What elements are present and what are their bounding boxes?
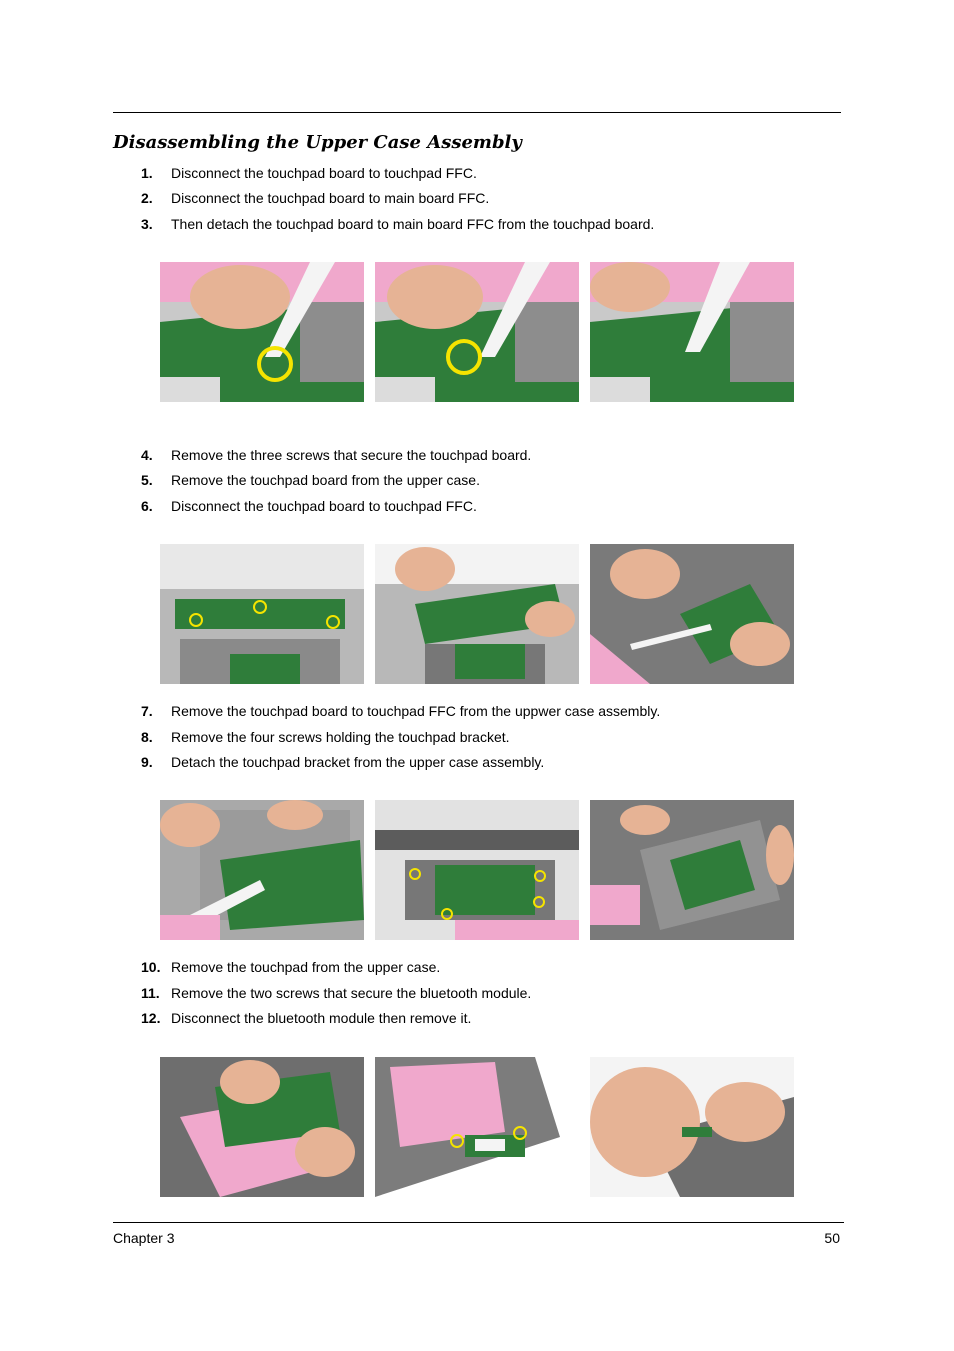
photo-remove-touchpad bbox=[160, 1057, 364, 1197]
photo-disconnect-ffc-board bbox=[590, 544, 794, 684]
photo-row-3 bbox=[160, 800, 794, 940]
photo-four-screws bbox=[375, 800, 579, 940]
step-number: 11. bbox=[141, 985, 160, 1001]
photo-detach-ffc bbox=[590, 262, 794, 402]
step-text: Remove the four screws holding the touchpad bracket. bbox=[171, 729, 510, 745]
step-number: 2. bbox=[141, 190, 153, 206]
step-number: 12. bbox=[141, 1010, 161, 1026]
photo-remove-board bbox=[375, 544, 579, 684]
header-rule bbox=[113, 112, 841, 113]
photo-disconnect-mainboard-ffc bbox=[375, 262, 579, 402]
step-number: 4. bbox=[141, 447, 153, 463]
step-text: Then detach the touchpad board to main board FFC from the touchpad board. bbox=[171, 216, 655, 232]
photo-row-2 bbox=[160, 544, 794, 684]
photo-detach-bracket bbox=[590, 800, 794, 940]
step-number: 3. bbox=[141, 216, 153, 232]
photo-row-1 bbox=[160, 262, 794, 402]
step-number: 1. bbox=[141, 165, 153, 181]
step-text: Disconnect the touchpad board to touchpad FFC. bbox=[171, 165, 477, 181]
step-number: 10. bbox=[141, 959, 161, 975]
step-text: Remove the touchpad board from the upper case. bbox=[171, 472, 480, 488]
step-text: Remove the touchpad board to touchpad FFC from the uppwer case assembly. bbox=[171, 703, 661, 719]
step-text: Remove the touchpad from the upper case. bbox=[171, 959, 441, 975]
step-number: 7. bbox=[141, 703, 153, 719]
step-text: Remove the three screws that secure the touchpad board. bbox=[171, 447, 532, 463]
photo-remove-bluetooth bbox=[590, 1057, 794, 1197]
section-title: Disassembling the Upper Case Assembly bbox=[113, 132, 522, 153]
step-number: 9. bbox=[141, 754, 153, 770]
photo-three-screws bbox=[160, 544, 364, 684]
photo-remove-touchpad-ffc bbox=[160, 800, 364, 940]
footer-page-number: 50 bbox=[824, 1230, 840, 1246]
step-text: Disconnect the bluetooth module then remove it. bbox=[171, 1010, 472, 1026]
step-number: 5. bbox=[141, 472, 153, 488]
step-text: Detach the touchpad bracket from the upper case assembly. bbox=[171, 754, 545, 770]
photo-row-4 bbox=[160, 1057, 794, 1197]
photo-disconnect-touchpad-ffc bbox=[160, 262, 364, 402]
step-number: 8. bbox=[141, 729, 153, 745]
footer-rule bbox=[113, 1222, 844, 1223]
step-number: 6. bbox=[141, 498, 153, 514]
step-text: Disconnect the touchpad board to touchpad FFC. bbox=[171, 498, 477, 514]
step-text: Disconnect the touchpad board to main board FFC. bbox=[171, 190, 490, 206]
photo-bluetooth-screws bbox=[375, 1057, 579, 1197]
step-text: Remove the two screws that secure the bluetooth module. bbox=[171, 985, 532, 1001]
footer-chapter: Chapter 3 bbox=[113, 1230, 175, 1246]
